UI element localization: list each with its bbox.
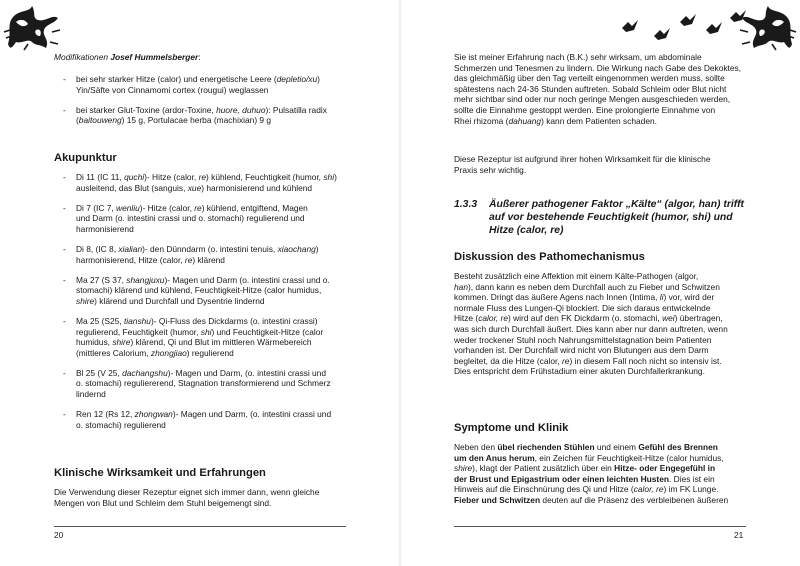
- symptome-text: Neben den übel riechenden Stühlen und einem Gefühl des Brennen um den Anus herum, ein Zeichen für Feuchtigkeit-Hitze (calor humidus, shire), klagt der Patient zusätzlich über ein Hitze- oder Engegefühl in der Brust und Epigastrium oder einen leichten Husten. Dies ist ein Hinweis auf die Einschnürung des Qi und Hitze (calor, re) im FK Lunge. Fieber und Schwitzen deuten auf die Präsenz des verbleibenen äußeren: [454, 442, 729, 505]
- list-item: - Ren 12 (Rs 12, zhongwan)- Magen und Darm, (o. intestini crassi und o. stomachi) regulierend: [63, 409, 332, 430]
- recommendation-paragraph: Diese Rezeptur ist aufgrund ihrer hohen Wirksamkeit für die klinische Praxis sehr wichtig.: [454, 154, 711, 175]
- list-item: - Bl 25 (V 25, dachangshu)- Magen und Darm, (o. intestini crassi und o. stomachi) reguliererend, Stagnation transformierend und Schmerz lindernd: [63, 367, 331, 399]
- acupuncture-list: [54, 172, 346, 440]
- list-item: - Ma 27 (S 37, shangjuxu)- Magen und Darm (o. intestini crassi und o. stomachi) klärend und kühlend, Feuchtigkeit-Hitze (calor humidus, shire) klärend und Durchfall und Dysentrie lindernd: [63, 274, 330, 306]
- bird-icons: [618, 10, 758, 44]
- list-item: - Ma 25 (S25, tianshu)- Qi-Fluss des Dickdarms (o. intestini crassi) regulierend, Feuchtigkeit (humor, shi) und Feuchtigkeit-Hitze (calor humidus, shire) klärend, Qi und Blut im mittleren Wärmebereich (mittleres Calorium, zhongjiao) regulierend: [63, 315, 324, 358]
- page-number: 20: [54, 530, 64, 540]
- pathomechanismus-heading: Diskussion des Pathomechanismus: [454, 251, 645, 263]
- page-number: 21: [734, 530, 744, 540]
- footer-rule: [54, 526, 346, 527]
- intro-paragraph: Sie ist meiner Erfahrung nach (B.K.) sehr wirksam, um abdominale Schmerzen und Tenesmen zu lindern. Die Wirkung nach Gabe des Dekoktes, das gleichmäßig über den Tag verteilt eingenommen werden muss, sollte spätestens nach 24-36 Stunden auftreten. Sobald Schleim oder Blut nicht mehr sichtbar sind oder nur noch geringe Mengen ausgeschieden werden, sollte die Einnahme gestoppt werden. Eine prolongierte Einnahme von Rhei rhizoma (dahuang) kann dem Patienten schaden.: [454, 52, 742, 126]
- symptome-heading: Symptome und Klinik: [454, 422, 569, 434]
- list-item: - Di 11 (IC 11, quchi)- Hitze (calor, re) kühlend, Feuchtigkeit (humor, shi) ausleitend, das Blut (sanguis, xue) harmonisierend und kühlend: [63, 172, 337, 193]
- wirksamkeit-text: Die Verwendung dieser Rezeptur eignet sich immer dann, wenn gleiche Mengen von Blut und Schleim dem Stuhl beigemengt sind.: [54, 487, 320, 508]
- section-title: Äußerer pathogener Faktor „Kälte“ (algor, han) trifft auf vor bestehende Feuchtigkeit (humor, shi) und Hitze (calor, re): [489, 199, 744, 236]
- section-number: 1.3.3: [454, 199, 478, 210]
- modifications-list: [54, 74, 346, 135]
- wirksamkeit-heading: Klinische Wirksamkeit und Erfahrungen: [54, 467, 266, 479]
- list-item: - bei sehr starker Hitze (calor) und energetische Leere (depletio/xu) Yin/Säfte von Cinnamomi cortex (rougui) weglassen: [63, 74, 320, 95]
- pathomechanismus-text: Besteht zusätzlich eine Affektion mit einem Kälte-Pathogen (algor, han), dann kann es neben dem Durchfall auch zu Fieber und Schwitzen kommen. Dringt das äußere Agens nach Innen (Intima, li) vor, wird der normale Fluss des Lungen-Qi blockiert. Die sich daraus entwickelnde Hitze (calor, re) wird auf den FK Dickdarm (o. stomachi, wei) übertragen, was sich durch Durchfall äußert. Dies kann aber nur dann auftreten, wenn weder trockener Stuhl noch Nahrungsmittelstagnation beim Patienten vorhanden ist. Der Durchfall wird nicht von Blutungen aus dem Darm begleitet, da die Hitze (calor, re) in diesem Fall noch nicht so intensiv ist. Dies entspricht dem Frühstadium einer akuten Durchfallerkrankung.: [454, 271, 728, 377]
- akupunktur-heading: Akupunktur: [54, 152, 117, 164]
- modifications-heading: Modifikationen Josef Hummelsberger:: [54, 52, 201, 62]
- dragon-icon-right: [738, 2, 798, 54]
- list-item: - Di 7 (IC 7, wenliu)- Hitze (calor, re) kühlend, entgiftend, Magen und Darm (o. intestini crassi und o. stomachi) regulierend und harmonisierend: [63, 202, 308, 234]
- list-item: - Di 8, (IC 8, xialian)- den Dünndarm (o. intestini tenuis, xiaochang) harmonisierend, Hitze (calor, re) klärend: [63, 243, 319, 265]
- list-item: - bei starker Glut-Toxine (ardor-Toxine, huore, duhuo): Pulsatilla radix (baitouweng) 15 g, Portulacae herba (machixian) 9 g: [63, 104, 327, 126]
- footer-rule: [454, 526, 746, 527]
- dragon-icon-left: [2, 2, 62, 54]
- right-page: [400, 0, 800, 566]
